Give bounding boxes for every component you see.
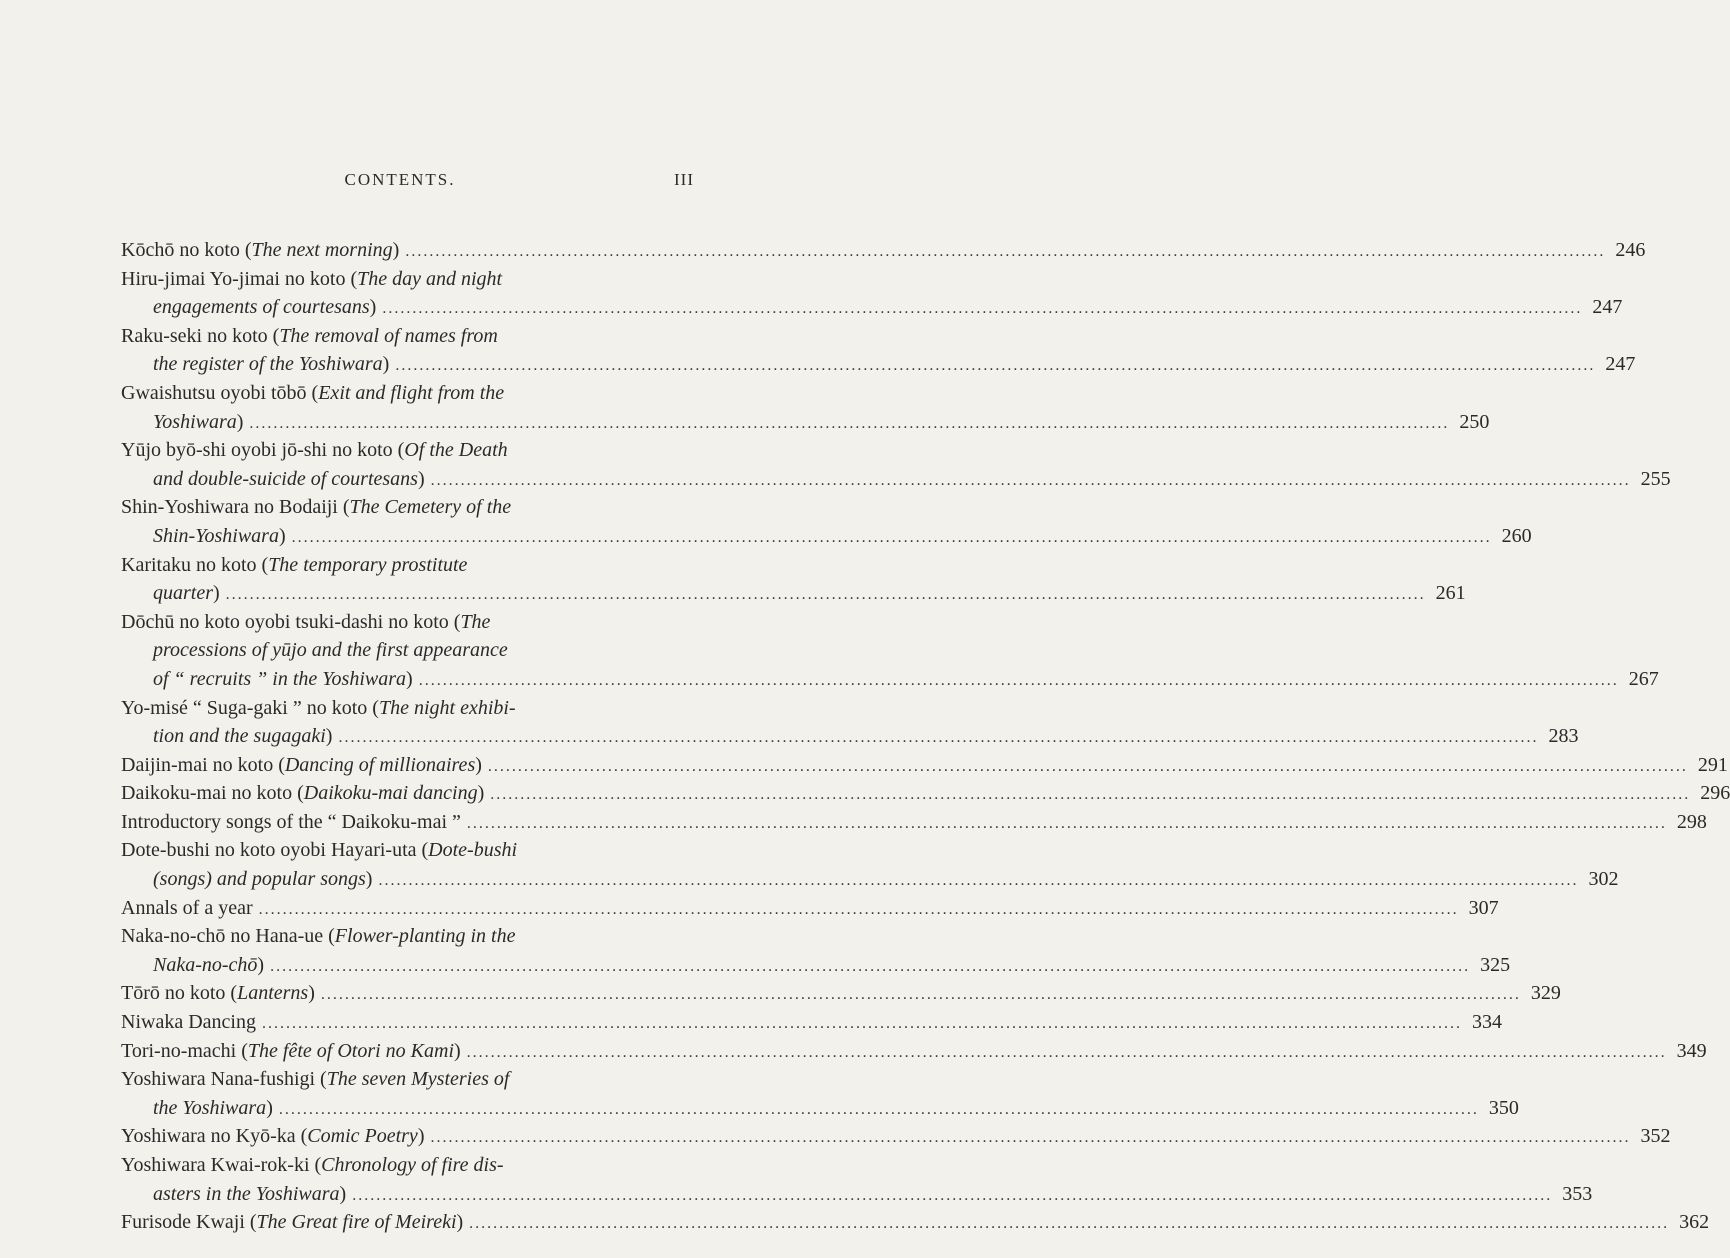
toc-entry-text (153, 465, 425, 494)
toc-entry-page-number: 296 (1700, 782, 1730, 805)
toc-entry-title: ) (417, 1125, 425, 1148)
toc-entry-line (121, 236, 1646, 265)
dot-leader: ........................................................................................................................................................................................................ (258, 900, 1459, 918)
toc-entry-title: ) (278, 524, 286, 547)
toc-entry-line (121, 1151, 699, 1180)
toc-entry-title: Hiru-jimai Yo-jimai no koto ( (121, 267, 358, 290)
toc-entry-page-number: 307 (1468, 896, 1499, 919)
toc-entry-text (153, 579, 220, 608)
toc-entry-continuation-line (121, 865, 1619, 894)
toc-entry-text (153, 951, 264, 980)
toc-entry-title: ) (339, 1182, 347, 1205)
toc-entry-translation: The fête of Otori no Kami (247, 1039, 454, 1062)
toc-entry-title: ) (266, 1096, 273, 1119)
toc-entry-title: Gwaishutsu oyobi tōbō ( (121, 381, 319, 404)
dot-leader: ........................................................................................................................................................................................................ (249, 414, 1450, 432)
toc-entry-page-number: 291 (1697, 753, 1728, 776)
toc-entry-title: Yūjo byō-shi oyobi jō-shi no koto ( (121, 439, 405, 462)
toc-entry-translation: processions of yūjo and the first appearance (153, 639, 508, 662)
toc-entry-title: Naka-no-chō no Hana-ue ( (121, 925, 335, 948)
dot-leader: ........................................................................................................................................................................................................ (405, 243, 1606, 260)
toc-entry-continuation-line (121, 522, 1532, 551)
toc-entry-page-number: 329 (1530, 982, 1561, 1005)
toc-entry-page-number: 349 (1676, 1039, 1707, 1062)
toc-entry-line (121, 1008, 1502, 1037)
toc-entry-page-number: 247 (1592, 296, 1623, 319)
toc-entry (121, 779, 1730, 808)
toc-entry-page-number: 352 (1640, 1125, 1671, 1148)
toc-entry-page-number: 255 (1640, 467, 1671, 490)
dot-leader: ........................................................................................................................................................................................................ (378, 872, 1579, 890)
toc-entry-title: Tōrō no koto ( (121, 982, 238, 1005)
toc-entry-translation: Yoshiwara (153, 410, 237, 433)
toc-entry-translation: asters in the Yoshiwara (153, 1182, 340, 1205)
toc-entry-line (121, 322, 699, 351)
toc-entry-text (153, 636, 508, 665)
toc-entry-continuation-line (121, 722, 1579, 751)
toc-entry-page-number: 353 (1562, 1182, 1593, 1205)
toc-entry (121, 808, 1707, 837)
toc-entry-translation: the Yoshiwara (153, 1096, 267, 1119)
toc-entry (121, 1008, 1502, 1037)
toc-entry-text (121, 1208, 463, 1237)
toc-entry-line (121, 779, 1730, 808)
dot-leader: ........................................................................................................................................................................................................ (225, 586, 1426, 604)
toc-entry-translation: (songs) and popular songs (153, 868, 366, 891)
toc-entry-text (121, 1037, 461, 1066)
toc-entry-translation: Daikoku-mai dancing (303, 782, 478, 805)
toc-entry-page-number: 247 (1605, 353, 1636, 376)
toc-entry-title: Annals of a year (121, 896, 253, 919)
toc-entry-line (121, 493, 699, 522)
toc-entry-text (121, 779, 484, 808)
dot-leader: ........................................................................................................................................................................................................ (270, 957, 1471, 975)
toc-entry-text (121, 1008, 256, 1037)
toc-entry-title: ) (475, 753, 482, 776)
toc-entry-title: ) (308, 982, 315, 1005)
toc-entry-page-number: 246 (1615, 239, 1646, 261)
toc-entry-text (121, 979, 315, 1008)
dot-leader: ........................................................................................................................................................................................................ (469, 1215, 1670, 1233)
toc-entry-title: Daikoku-mai no koto ( (121, 782, 304, 805)
toc-entry-page-number: 261 (1435, 582, 1466, 605)
toc-entry (121, 551, 1466, 608)
toc-entry-page-number: 334 (1471, 1011, 1502, 1034)
toc-entry (121, 836, 1619, 893)
toc-entry-line (121, 979, 1561, 1008)
toc-entry-text (121, 1065, 509, 1094)
dot-leader: ........................................................................................................................................................................................................ (338, 729, 1539, 747)
toc-entry-line (121, 551, 699, 580)
toc-entry-line (121, 379, 699, 408)
toc-entry-text (153, 350, 389, 379)
toc-entry-title: ) (456, 1211, 464, 1234)
toc-entry-page-number: 350 (1488, 1096, 1519, 1119)
toc-entry-translation: and double-suicide of courtesans (153, 467, 418, 490)
table-of-contents (121, 236, 1730, 1237)
toc-entry-title: Furisode Kwaji ( (121, 1211, 257, 1234)
toc-entry-line (121, 436, 699, 465)
toc-entry-text (153, 293, 376, 322)
toc-entry-continuation-line (121, 1094, 1519, 1123)
dot-leader: ........................................................................................................................................................................................................ (466, 814, 1667, 832)
toc-entry-text (121, 1122, 424, 1151)
toc-entry-text (153, 665, 413, 694)
toc-entry-title: ) (369, 296, 377, 319)
running-head-page-number: III (674, 170, 694, 189)
toc-entry-continuation-line (121, 350, 1636, 379)
toc-entry (121, 751, 1728, 780)
toc-entry-page-number: 302 (1588, 868, 1619, 891)
toc-entry-translation: tion and the sugagaki (153, 725, 326, 748)
toc-entry (121, 1208, 1710, 1237)
toc-entry-line (121, 1037, 1707, 1066)
toc-entry-translation: The Great fire of Meireki (256, 1211, 457, 1234)
toc-entry-translation: The next morning (251, 239, 393, 261)
toc-entry-title: Shin-Yoshiwara no Bodaiji ( (121, 496, 350, 519)
toc-entry-continuation-line (121, 636, 699, 665)
toc-entry-text (153, 1180, 346, 1209)
toc-entry-line (121, 1065, 699, 1094)
toc-entry-text (121, 808, 461, 837)
toc-entry-line (121, 808, 1707, 837)
toc-entry-translation: The day and night (357, 267, 503, 290)
toc-entry-title: ) (406, 667, 413, 690)
toc-entry-title: Karitaku no koto ( (121, 553, 269, 576)
toc-entry-translation: Of the Death (404, 439, 508, 462)
toc-entry-line (121, 1208, 1710, 1237)
toc-entry-title: Yoshiwara no Kyō-ka ( (121, 1125, 308, 1148)
toc-entry-title: ) (213, 582, 220, 605)
toc-entry (121, 1151, 1593, 1208)
toc-entry-line (121, 694, 699, 723)
toc-entry-text (153, 865, 372, 894)
dot-leader: ........................................................................................................................................................................................................ (261, 1015, 1462, 1033)
toc-entry-text (121, 236, 399, 265)
toc-entry-text (121, 322, 498, 351)
dot-leader: ........................................................................................................................................................................................................ (430, 471, 1631, 489)
dot-leader: ........................................................................................................................................................................................................ (466, 1043, 1667, 1061)
toc-entry-text (121, 436, 508, 465)
toc-entry-translation: Exit and flight from the (318, 381, 505, 404)
toc-entry-line (121, 1122, 1671, 1151)
toc-entry-translation: Dote-bushi (428, 839, 518, 862)
toc-entry (121, 1037, 1707, 1066)
toc-entry-text (121, 379, 504, 408)
dot-leader: ........................................................................................................................................................................................................ (418, 671, 1619, 689)
toc-entry-text (121, 1151, 504, 1180)
toc-entry-page-number: 267 (1628, 667, 1659, 690)
toc-entry-continuation-line (121, 665, 1659, 694)
toc-entry-page-number: 283 (1548, 725, 1579, 748)
toc-entry-title: Dote-bushi no koto oyobi Hayari-uta ( (121, 839, 429, 862)
toc-entry-title: ) (257, 953, 265, 976)
toc-entry-text (121, 751, 482, 780)
toc-entry-title: Daijin-mai no koto ( (121, 753, 285, 776)
toc-entry-translation: The night exhibi- (378, 696, 516, 719)
toc-entry-page-number: 250 (1459, 410, 1490, 433)
toc-entry-text (121, 493, 511, 522)
toc-entry-line (121, 265, 699, 294)
toc-entry-text (121, 694, 516, 723)
toc-entry (121, 379, 1490, 436)
toc-entry-title: Yoshiwara Kwai-rok-ki ( (121, 1154, 322, 1176)
toc-entry-title: Dōchū no koto oyobi tsuki-dashi no koto ( (121, 610, 461, 633)
toc-entry-title: ) (454, 1039, 461, 1062)
toc-entry-continuation-line (121, 293, 1623, 322)
dot-leader: ........................................................................................................................................................................................................ (430, 1129, 1631, 1147)
toc-entry-text (121, 265, 502, 294)
toc-entry-translation: Chronology of fire dis- (321, 1154, 504, 1176)
toc-entry-continuation-line (121, 579, 1466, 608)
toc-entry-text (153, 522, 286, 551)
toc-entry-text (153, 1094, 273, 1123)
toc-entry-translation: Naka-no-chō (153, 953, 258, 976)
dot-leader: ........................................................................................................................................................................................................ (490, 786, 1691, 804)
toc-entry-translation: Flower-planting in the (334, 925, 516, 948)
toc-entry (121, 922, 1511, 979)
toc-entry-page-number: 325 (1480, 953, 1511, 976)
toc-entry-text (121, 608, 490, 637)
toc-entry-title: ) (392, 239, 400, 261)
toc-entry-continuation-line (121, 1180, 1593, 1209)
dot-leader: ........................................................................................................................................................................................................ (320, 986, 1521, 1004)
toc-entry-title: Kōchō no koto ( (121, 239, 252, 261)
toc-entry (121, 436, 1671, 493)
toc-entry-line (121, 836, 699, 865)
toc-entry-title: ) (325, 725, 333, 748)
toc-entry-translation: The removal of names from (279, 324, 498, 347)
toc-entry-text (153, 722, 332, 751)
dot-leader: ........................................................................................................................................................................................................ (278, 1100, 1479, 1118)
toc-entry-text (121, 894, 253, 923)
toc-entry-text (121, 836, 517, 865)
toc-entry (121, 608, 1659, 694)
toc-entry-text (153, 408, 243, 437)
toc-entry-title: ) (236, 410, 244, 433)
dot-leader: ........................................................................................................................................................................................................ (352, 1186, 1553, 1204)
toc-entry (121, 265, 1623, 322)
toc-entry-page-number: 260 (1501, 524, 1532, 547)
toc-entry-title: ) (365, 868, 373, 891)
toc-entry-translation: Comic Poetry (307, 1125, 418, 1148)
toc-entry-translation: The (460, 610, 491, 633)
toc-entry (121, 1122, 1671, 1151)
toc-entry-page-number: 298 (1676, 810, 1707, 833)
toc-entry-title: ) (417, 467, 425, 490)
toc-entry-continuation-line (121, 465, 1671, 494)
toc-entry-line (121, 751, 1728, 780)
toc-entry-title: ) (382, 353, 390, 376)
toc-entry-translation: The seven Mysteries of (326, 1068, 510, 1091)
toc-entry-title: Niwaka Dancing (121, 1011, 256, 1034)
toc-entry-translation: quarter (153, 582, 213, 605)
dot-leader: ........................................................................................................................................................................................................ (487, 757, 1688, 775)
dot-leader: ........................................................................................................................................................................................................ (291, 528, 1492, 546)
toc-entry-continuation-line (121, 408, 1490, 437)
toc-entry-translation: engagements of courtesans (153, 296, 370, 319)
toc-entry-continuation-line (121, 951, 1511, 980)
toc-entry (121, 1065, 1519, 1122)
toc-entry-translation: the register of the Yoshiwara (153, 353, 383, 376)
toc-entry (121, 236, 1646, 265)
dot-leader: ........................................................................................................................................................................................................ (395, 357, 1596, 375)
toc-entry-translation: Dancing of millionaires (284, 753, 476, 776)
toc-entry-translation: of “ recruits ” in the Yoshiwara (153, 667, 407, 690)
toc-entry (121, 322, 1636, 379)
toc-entry-title: ) (477, 782, 485, 805)
toc-entry-title: Yoshiwara Nana-fushigi ( (121, 1068, 327, 1091)
toc-entry-page-number: 362 (1679, 1211, 1710, 1234)
toc-entry (121, 979, 1561, 1008)
toc-entry-text (121, 551, 467, 580)
toc-entry-translation: Lanterns (237, 982, 309, 1005)
toc-entry-line (121, 922, 699, 951)
toc-entry-translation: The temporary prostitute (268, 553, 468, 576)
toc-entry (121, 493, 1532, 550)
toc-entry-title: Raku-seki no koto ( (121, 324, 280, 347)
toc-entry-title: Introductory songs of the “ Daikoku-mai ” (121, 810, 461, 833)
dot-leader: ........................................................................................................................................................................................................ (382, 300, 1583, 318)
toc-entry-title: Tori-no-machi ( (121, 1039, 248, 1062)
toc-entry (121, 694, 1579, 751)
toc-entry-line (121, 608, 699, 637)
toc-entry-translation: The Cemetery of the (349, 496, 512, 519)
running-head (0, 168, 800, 198)
toc-entry-title: Yo-misé “ Suga-gaki ” no koto ( (121, 696, 379, 719)
toc-entry-line (121, 894, 1499, 923)
toc-entry-translation: Shin-Yoshiwara (153, 524, 279, 547)
running-head-title: CONTENTS. (344, 170, 456, 189)
toc-entry (121, 894, 1499, 923)
toc-entry-text (121, 922, 516, 951)
